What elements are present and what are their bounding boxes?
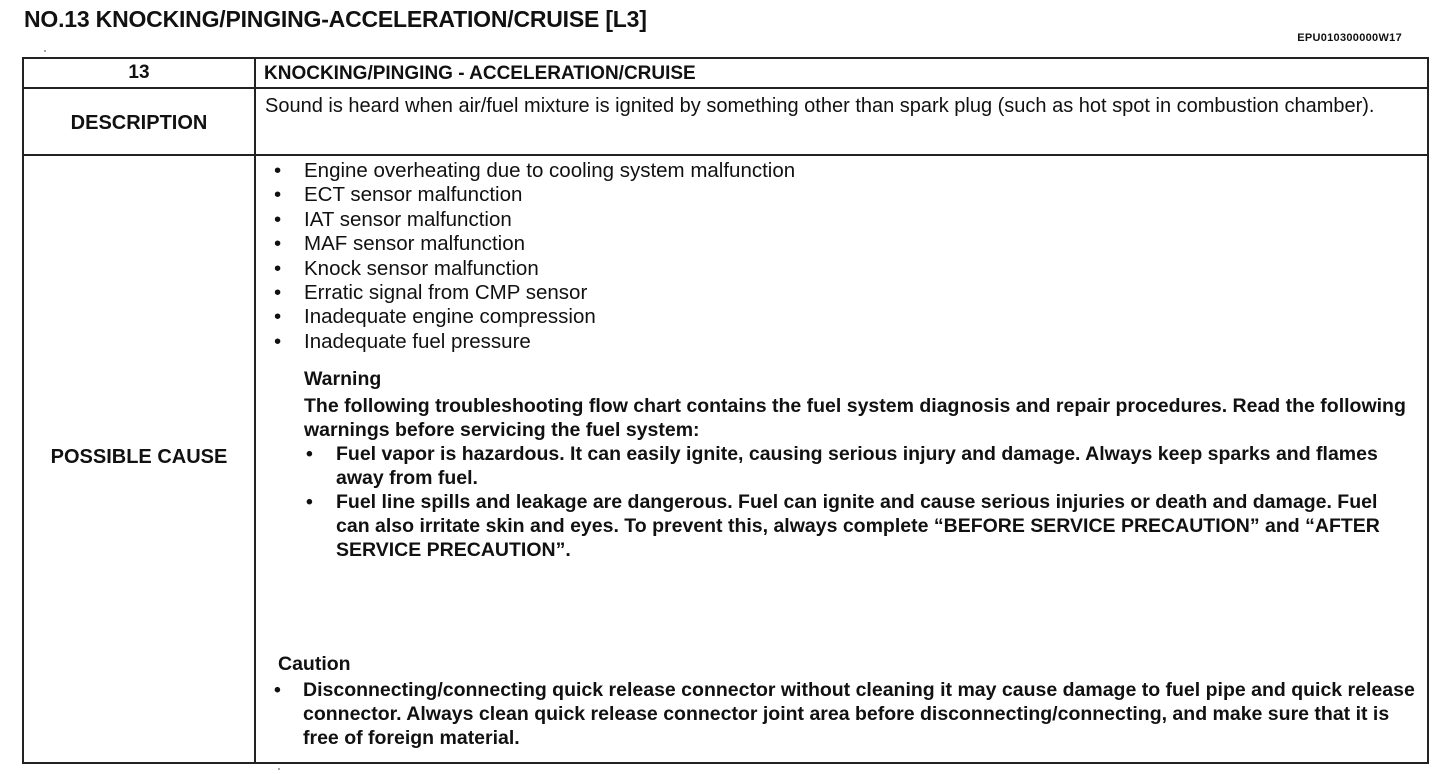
cause-item: • Engine overheating due to cooling system malfunction [272, 159, 1415, 183]
warning-intro: The following troubleshooting flow chart contains the fuel system diagnosis and repair procedures. Read the following warnings before servicing the fuel system: [304, 395, 1406, 442]
table-header-row [23, 58, 1428, 88]
symptom-heading: KNOCKING/PINGING - ACCELERATION/CRUISE [255, 58, 1428, 88]
cause-item: • ECT sensor malfunction [272, 183, 1415, 207]
description-text: Sound is heard when air/fuel mixture is ignited by something other than spark plug (such as hot spot in combustion chamber). [255, 88, 1428, 155]
cause-list [272, 159, 1415, 354]
possible-cause-label: POSSIBLE CAUSE [23, 155, 255, 763]
caution-list [272, 678, 1415, 750]
caution-block [278, 650, 1415, 750]
page-title: NO.13 KNOCKING/PINGING-ACCELERATION/CRUISE [L3] [24, 6, 647, 32]
description-label: DESCRIPTION [23, 88, 255, 155]
cause-item: • IAT sensor malfunction [272, 208, 1415, 232]
description-row [23, 88, 1428, 155]
scan-speck [278, 768, 280, 770]
cause-item: • Erratic signal from CMP sensor [272, 281, 1415, 305]
warning-item: • Fuel line spills and leakage are dangerous. Fuel can ignite and cause serious injuries or death and damage. Fuel can also irritate skin and eyes. To prevent this, always complete “BEFORE SERVICE PRECAUTION” and “AFTER SERVICE PRECAUTION”. [304, 490, 1415, 562]
cause-item: • Inadequate fuel pressure [272, 330, 1415, 354]
possible-cause-row [23, 155, 1428, 763]
warning-block [304, 366, 1415, 562]
caution-title: Caution [278, 653, 351, 676]
caution-item: • Disconnecting/connecting quick release connector without cleaning it may cause damage to fuel pipe and quick release connector. Always clean quick release connector joint area before disconnecting/connecting, and make sure that it is free of foreign material. [272, 678, 1415, 750]
symptom-number: 13 [23, 58, 255, 88]
possible-cause-content [255, 155, 1428, 763]
warning-title: Warning [304, 368, 382, 391]
cause-item: • Knock sensor malfunction [272, 257, 1415, 281]
cause-item: • MAF sensor malfunction [272, 232, 1415, 256]
scan-speck [44, 50, 46, 52]
warning-list [304, 442, 1415, 562]
document-code: EPU010300000W17 [1297, 32, 1402, 44]
cause-item: • Inadequate engine compression [272, 305, 1415, 329]
warning-item: • Fuel vapor is hazardous. It can easily ignite, causing serious injury and damage. Always keep sparks and flames away from fuel. [304, 442, 1415, 490]
symptom-table [22, 57, 1429, 764]
